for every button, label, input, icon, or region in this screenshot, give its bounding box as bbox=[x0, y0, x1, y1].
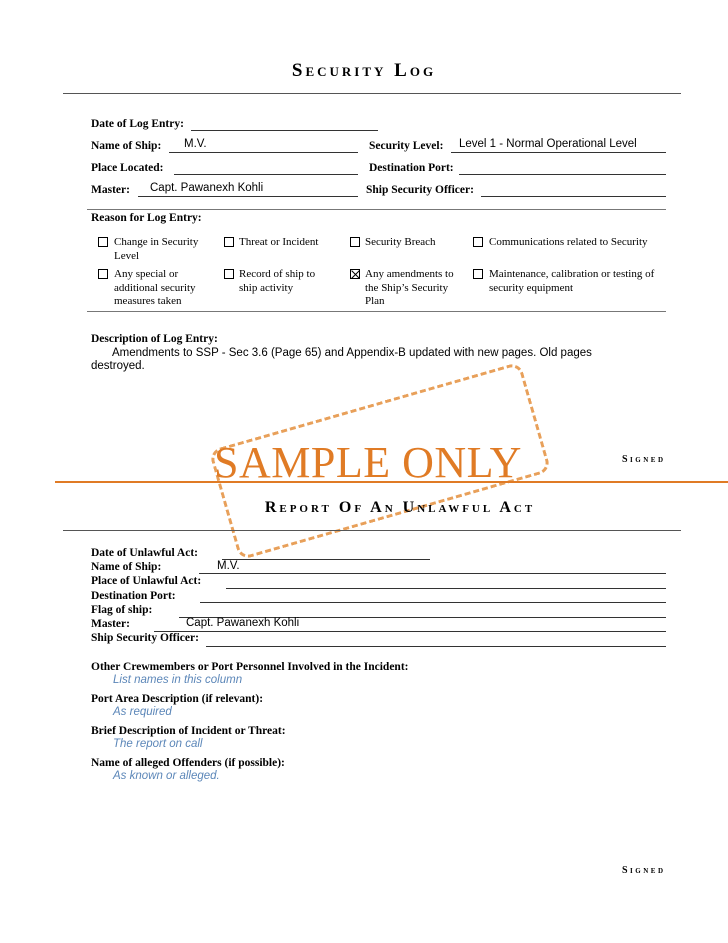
date-of-log-entry-label: Date of Log Entry: bbox=[91, 118, 184, 130]
report-master-label: Master: bbox=[91, 618, 130, 630]
report-destination-port-field[interactable] bbox=[200, 589, 666, 603]
place-of-unlawful-act-label: Place of Unlawful Act: bbox=[91, 575, 202, 587]
checkbox-ship-to-ship-activity[interactable] bbox=[224, 269, 234, 279]
report-signed: Signed bbox=[622, 865, 666, 876]
option-label: Threat or Incident bbox=[239, 236, 319, 248]
destination-port-label: Destination Port: bbox=[369, 162, 454, 174]
place-located-label: Place Located: bbox=[91, 162, 164, 174]
report-sso-label: Ship Security Officer: bbox=[91, 632, 199, 644]
security-level-value: Level 1 - Normal Operational Level bbox=[459, 138, 637, 150]
brief-description-value[interactable]: The report on call bbox=[113, 738, 203, 750]
port-area-description-label: Port Area Description (if relevant): bbox=[91, 693, 264, 705]
option-label: Communications related to Security bbox=[489, 236, 648, 248]
alleged-offenders-label: Name of alleged Offenders (if possible): bbox=[91, 757, 285, 769]
security-log-signed: Signed bbox=[622, 454, 666, 465]
watermark-divider bbox=[55, 481, 728, 483]
reason-for-log-entry-label: Reason for Log Entry: bbox=[91, 212, 202, 224]
ship-security-officer-label: Ship Security Officer: bbox=[366, 184, 474, 196]
name-of-ship-value: M.V. bbox=[184, 138, 207, 150]
master-label: Master: bbox=[91, 184, 130, 196]
report-master-value: Capt. Pawanexh Kohli bbox=[186, 617, 300, 629]
report-ship-name-field[interactable] bbox=[199, 560, 666, 574]
report-title-divider bbox=[63, 530, 681, 531]
place-of-unlawful-act-field[interactable] bbox=[226, 575, 666, 589]
checkbox-amendments-security-plan[interactable] bbox=[350, 269, 360, 279]
checkbox-communications-security[interactable] bbox=[473, 237, 483, 247]
option-label: Change in Security Level bbox=[114, 236, 199, 262]
ship-security-officer-field[interactable] bbox=[481, 183, 666, 197]
description-of-log-entry-value[interactable]: Amendments to SSP - Sec 3.6 (Page 65) and Appendix-B updated with new pages. Old pages destroyed. bbox=[91, 347, 592, 372]
description-of-log-entry-label: Description of Log Entry: bbox=[91, 333, 218, 345]
report-title: Report Of An Unlawful Act bbox=[264, 499, 536, 516]
option-label: Any amendments to the Ship’s Security Plan bbox=[365, 268, 454, 307]
flag-of-ship-label: Flag of ship: bbox=[91, 604, 153, 616]
option-label: Maintenance, calibration or testing of security equipment bbox=[489, 268, 655, 294]
security-level-label: Security Level: bbox=[369, 140, 444, 152]
date-of-unlawful-act-label: Date of Unlawful Act: bbox=[91, 547, 198, 559]
checkbox-special-security-measures[interactable] bbox=[98, 269, 108, 279]
option-label: Security Breach bbox=[365, 236, 436, 248]
destination-port-field[interactable] bbox=[459, 161, 666, 175]
report-ship-name-label: Name of Ship: bbox=[91, 561, 162, 573]
master-value: Capt. Pawanexh Kohli bbox=[150, 182, 264, 194]
date-of-log-entry-field[interactable] bbox=[191, 117, 378, 131]
crew-involved-value[interactable]: List names in this column bbox=[113, 674, 243, 686]
option-label: Any special or additional security measures taken bbox=[114, 268, 196, 307]
port-area-description-value[interactable]: As required bbox=[113, 706, 172, 718]
date-of-unlawful-act-field[interactable] bbox=[222, 546, 430, 560]
section-divider bbox=[87, 209, 666, 210]
title-divider bbox=[63, 93, 681, 94]
checkbox-maintenance-security-equipment[interactable] bbox=[473, 269, 483, 279]
report-sso-field[interactable] bbox=[206, 633, 666, 647]
name-of-ship-label: Name of Ship: bbox=[91, 140, 162, 152]
section-divider bbox=[87, 311, 666, 312]
sample-only-watermark: SAMPLE ONLY bbox=[214, 438, 522, 487]
flag-of-ship-field[interactable] bbox=[179, 604, 666, 618]
crew-involved-label: Other Crewmembers or Port Personnel Involved in the Incident: bbox=[91, 661, 409, 673]
report-ship-name-value: M.V. bbox=[217, 560, 240, 572]
brief-description-label: Brief Description of Incident or Threat: bbox=[91, 725, 286, 737]
place-located-field[interactable] bbox=[174, 161, 358, 175]
alleged-offenders-value[interactable]: As known or alleged. bbox=[113, 770, 220, 782]
checkbox-threat-or-incident[interactable] bbox=[224, 237, 234, 247]
report-destination-port-label: Destination Port: bbox=[91, 590, 176, 602]
security-log-title: Security Log bbox=[291, 60, 437, 81]
option-label: Record of ship to ship activity bbox=[239, 268, 316, 294]
checkbox-security-breach[interactable] bbox=[350, 237, 360, 247]
checkbox-change-security-level[interactable] bbox=[98, 237, 108, 247]
